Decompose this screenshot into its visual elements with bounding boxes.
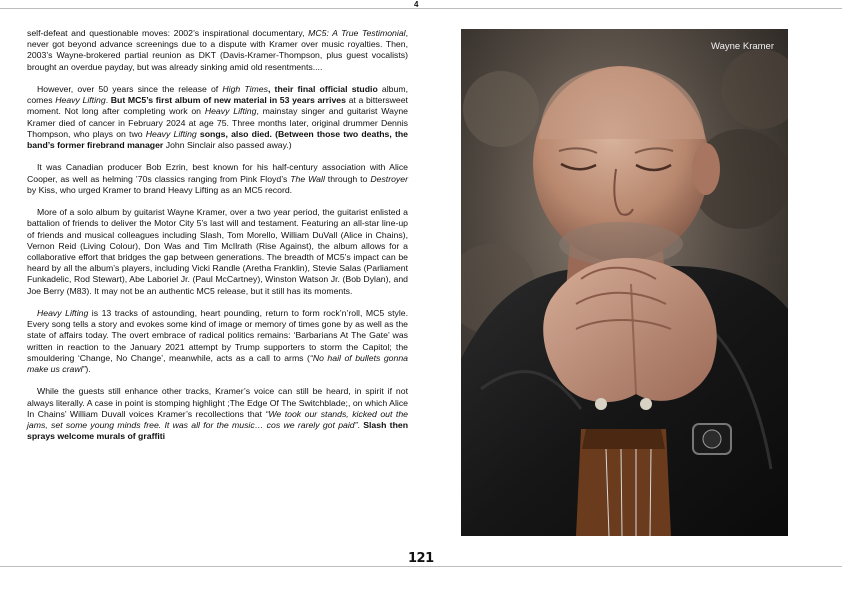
article-body bbox=[27, 28, 408, 442]
paragraph-4: More of a solo album by guitarist Wayne Kramer, over a two year period, the guitarist enlisted a battalion of friends to deliver the Motor City 5’s last will and testament. Featuring an all-star line-up of friends and musical colleagues including Slash, Tom Morello, William DuVall (Alice in Chains), Vernon Reid (Living Colour), Don Was and Tim McIlrath (Rise Against), the album allows for a collaborative effort that bridges the gap between generations. The breadth of MC5’s impact can be heard by all the album’s players, including Vicki Randle (Aretha Franklin), Stevie Salas (Parliament Funkadelic, Rod Stewart), Abe Laboriel Jr. (Paul McCartney), Winston Watson Jr. (Bob Dylan), and Joe Berry (M83). It may not be an authentic MC5 release, but it still has its moments. bbox=[27, 207, 408, 296]
paragraph-2: However, over 50 years since the release of High Times, their final official studio album, comes Heavy Lifting. But MC5’s first album of new material in 53 years arrives at a bittersweet moment. Not long after completing work on Heavy Lifting, mainstay singer and guitarist Wayne Kramer died of cancer in February 2024 at age 75. Three months later, original drummer Dennis Thompson, who plays on two Heavy Lifting songs, also died. (Between those two deaths, the band’s former firebrand manager John Sinclair also passed away.) bbox=[27, 84, 408, 151]
top-rule bbox=[0, 8, 842, 9]
portrait-illustration bbox=[461, 29, 788, 536]
paragraph-1: self-defeat and questionable moves: 2002’s inspirational documentary, MC5: A True Testimonial, never got beyond advance screenings due to a dispute with Kramer over music royalties. Then, 2003’s Wayne-brokered partial reunion as DKT (Davis-Kramer-Thompson, plus guest vocalists) brought an overdue payday, but was already sinking amid old resentments.... bbox=[27, 28, 408, 72]
bottom-rule bbox=[0, 566, 842, 567]
page-number: 121 bbox=[408, 551, 434, 566]
paragraph-3: It was Canadian producer Bob Ezrin, best known for his half-century association with Alice Cooper, as well as helming ’70s classics ranging from Pink Floyd’s The Wall through to Destroyer by Kiss, who urged Kramer to brand Heavy Lifting as an MC5 record. bbox=[27, 162, 408, 195]
portrait-photo bbox=[461, 29, 788, 536]
photo-caption: Wayne Kramer bbox=[711, 41, 774, 52]
paragraph-5: Heavy Lifting is 13 tracks of astounding, heart pounding, return to form rock’n’roll, MC5 style. Every song tells a story and evokes some kind of image or memory of times gone by as well as the state of affairs today. The overt embrace of radical politics remains: ‘Barbarians At The Gate’ was written in reaction to the January 2021 attempt by Trump supporters to storm the Capitol; the smouldering ‘Change, No Change’, meanwhile, acts as a call to arms (“No hail of bullets gonna make us crawl”). bbox=[27, 308, 408, 375]
paragraph-6: While the guests still enhance other tracks, Kramer’s voice can still be heard, in spirit if not always literally. A case in point is stomping highlight ;The Edge Of The Switchblade;, on which Alice In Chains’ William Duvall voices Kramer’s recollections that “We took our stands, kicked out the jams, set some young minds free. It was all for the music… cos we rarely got paid”. Slash then sprays welcome murals of graffiti bbox=[27, 386, 409, 442]
top-page-number: 4 bbox=[414, 0, 419, 9]
